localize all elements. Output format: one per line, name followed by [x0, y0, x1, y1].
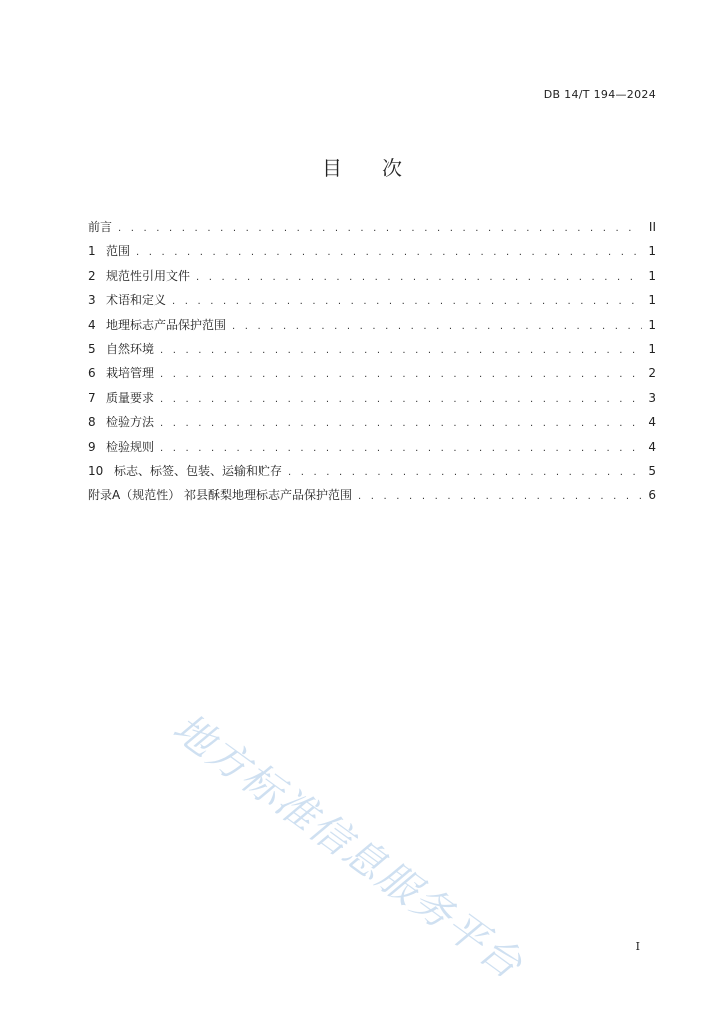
toc-entry-number: 1 [88, 244, 96, 259]
watermark-text: 地方标准信息服务平台 [164, 704, 532, 989]
toc-entry-9[interactable] [88, 438, 656, 462]
toc-leader-dots [160, 369, 642, 380]
toc-entry-8[interactable] [88, 413, 656, 437]
toc-entry-page: 5 [648, 463, 656, 478]
toc-leader-dots [172, 296, 642, 307]
toc-entry-2[interactable] [88, 267, 656, 291]
toc-entry-label: 质量要求 [106, 390, 155, 405]
toc-entry-label: 前言 [88, 220, 113, 234]
toc-entry-number: 5 [88, 341, 96, 356]
toc-entry-number: 3 [88, 293, 96, 308]
toc-entry-page: 3 [648, 390, 656, 405]
toc-leader-dots [160, 394, 642, 405]
toc-entry-label: 附录A（规范性） 祁县酥梨地理标志产品保护范围 [88, 488, 353, 503]
toc-entry-5[interactable] [88, 340, 656, 364]
toc-entry-page: II [648, 220, 656, 234]
toc-leader-dots [196, 272, 642, 283]
page-title: 目次 [322, 156, 442, 180]
toc-leader-dots [160, 345, 642, 356]
toc-entry-number: 2 [88, 268, 96, 283]
toc-entry-page: 2 [648, 366, 656, 381]
toc-entry-label: 检验方法 [106, 415, 155, 430]
toc-entry-1[interactable] [88, 242, 656, 266]
toc-entry-page: 1 [648, 317, 656, 332]
toc-entry-label: 规范性引用文件 [106, 268, 191, 283]
toc-entry-page: 4 [648, 415, 656, 430]
toc-leader-dots [288, 467, 642, 478]
toc-entry-appendix-a[interactable] [88, 486, 656, 510]
toc-entry-page: 1 [648, 244, 656, 259]
page-number: I [635, 940, 640, 953]
toc-leader-dots [136, 247, 642, 258]
toc-entry-10[interactable] [88, 462, 656, 486]
document-code: DB 14/T 194—2024 [543, 88, 656, 101]
toc-entry-6[interactable] [88, 364, 656, 388]
toc-entry-number: 10 [88, 463, 104, 478]
toc-leader-dots [358, 491, 642, 502]
toc-entry-number: 6 [88, 366, 96, 381]
toc-entry-label: 范围 [106, 244, 131, 259]
toc-entry-number: 7 [88, 390, 96, 405]
toc-entry-number: 4 [88, 317, 96, 332]
toc-entry-page: 6 [648, 488, 656, 503]
toc-entry-label: 自然环境 [106, 341, 155, 356]
toc-entry-page: 1 [648, 293, 656, 308]
toc-entry-page: 1 [648, 268, 656, 283]
toc-entry-7[interactable] [88, 389, 656, 413]
toc-entry-label: 术语和定义 [106, 293, 167, 308]
toc-entry-label: 检验规则 [106, 439, 155, 454]
toc-entry-foreword[interactable] [88, 218, 656, 242]
toc-entry-label: 标志、标签、包装、运输和贮存 [114, 463, 283, 478]
toc-leader-dots [118, 223, 642, 234]
toc-entry-number: 9 [88, 439, 96, 454]
toc-entry-label: 栽培管理 [106, 366, 155, 381]
toc-entry-label: 地理标志产品保护范围 [106, 317, 227, 332]
toc-entry-number: 8 [88, 415, 96, 430]
toc-entry-3[interactable] [88, 291, 656, 315]
toc-entry-page: 1 [648, 341, 656, 356]
table-of-contents [88, 218, 656, 511]
toc-entry-page: 4 [648, 439, 656, 454]
toc-leader-dots [232, 321, 642, 332]
toc-leader-dots [160, 418, 642, 429]
toc-entry-4[interactable] [88, 316, 656, 340]
toc-leader-dots [160, 443, 642, 454]
